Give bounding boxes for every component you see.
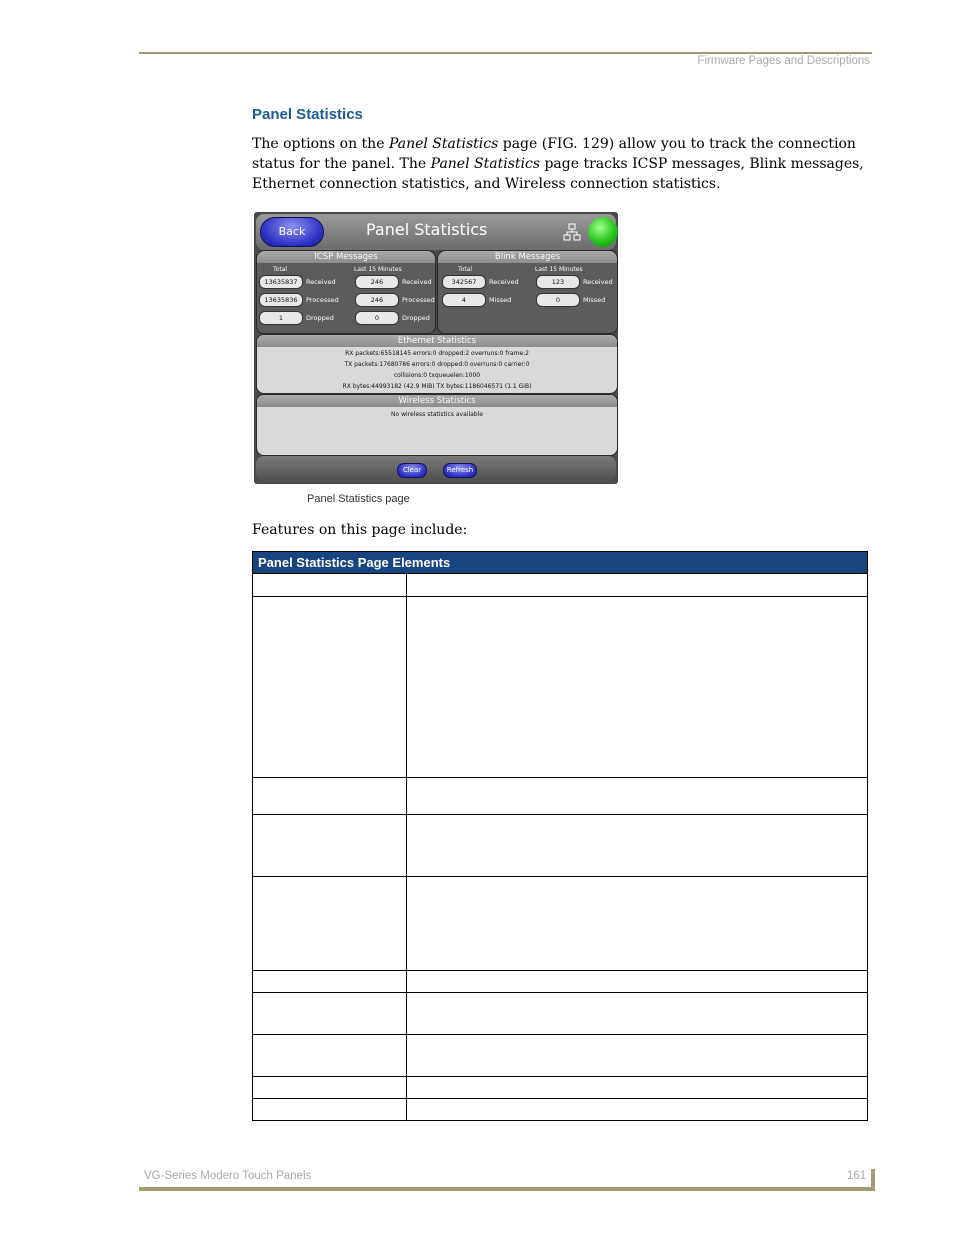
ethernet-rx-packets: RX packets:65518145 errors:0 dropped:2 overruns:0 frame:2 <box>345 350 529 357</box>
table-cell-label <box>253 971 407 992</box>
table-cell-label <box>253 877 407 970</box>
table-row <box>252 815 868 877</box>
table-row <box>252 877 868 971</box>
table-cell-label <box>253 993 407 1034</box>
features-intro: Features on this page include: <box>252 522 468 538</box>
icsp-dropped-last: 0 <box>355 311 399 325</box>
intro-text-3: page tracks ICSP messages, Blink messages, Ethernet connection statistics, and Wireless connection statistics. <box>252 156 864 192</box>
ethernet-statistics-header: Ethernet Statistics <box>257 335 617 347</box>
icsp-last-col: Last 15 Minutes <box>354 266 402 273</box>
table-row <box>252 1035 868 1077</box>
icsp-messages-box <box>256 250 436 334</box>
table-row <box>252 993 868 1035</box>
ethernet-collisions: collisions:0 txqueuelen:1000 <box>393 372 481 379</box>
icsp-total-col: Total <box>273 266 288 273</box>
blink-messages-box <box>437 250 618 334</box>
intro-text-1: The options on the <box>252 136 389 152</box>
table-cell-label <box>253 815 407 876</box>
table-cell-label <box>253 1099 407 1120</box>
running-head: Firmware Pages and Descriptions <box>697 55 870 67</box>
blink-missed-last: 0 <box>536 293 580 307</box>
network-icon <box>563 223 581 241</box>
footer-title: VG-Series Modero Touch Panels <box>144 1170 312 1182</box>
blink-missed-total: 4 <box>442 293 486 307</box>
table-row <box>252 1099 868 1121</box>
table-row <box>252 574 868 597</box>
header-rule <box>139 52 872 54</box>
table-title: Panel Statistics Page Elements <box>252 551 868 574</box>
blink-received-total: 342567 <box>442 275 486 289</box>
table-row <box>252 778 868 815</box>
intro-text-2: page (FIG. 129) allow you to track the connection status for the panel. The <box>252 136 856 172</box>
clear-button[interactable]: Clear <box>397 463 427 478</box>
table-cell-label <box>253 1077 407 1098</box>
blink-received-label-2: Received <box>583 278 613 286</box>
table-row <box>252 597 868 778</box>
ethernet-statistics-box <box>256 334 618 394</box>
table-row <box>252 1077 868 1099</box>
back-button[interactable]: Back <box>260 217 324 247</box>
ethernet-tx-packets: TX packets:17680786 errors:0 dropped:0 overruns:0 carrier:0 <box>344 361 530 368</box>
wireless-statistics-box <box>256 394 618 456</box>
table-cell-label <box>253 574 407 596</box>
blink-missed-label-1: Missed <box>489 296 512 304</box>
icsp-processed-last: 246 <box>355 293 399 307</box>
intro-paragraph <box>252 134 872 194</box>
footer-rule <box>139 1187 875 1191</box>
icsp-received-total: 13635837 <box>259 275 303 289</box>
intro-emphasis-2: Panel Statistics <box>430 156 541 172</box>
panel-title: Panel Statistics <box>366 220 488 239</box>
ethernet-bytes: RX bytes:44993182 (42.9 MiB) TX bytes:1186046571 (1.1 GiB) <box>342 383 532 390</box>
icsp-dropped-total: 1 <box>259 311 303 325</box>
blink-missed-label-2: Missed <box>583 296 606 304</box>
figure-caption: Panel Statistics page <box>307 493 410 505</box>
wireless-statistics-header: Wireless Statistics <box>257 395 617 407</box>
panel-statistics-screenshot <box>254 212 618 484</box>
connection-status-icon <box>588 217 618 247</box>
page-number: 161 <box>847 1170 867 1182</box>
table-cell-label <box>253 778 407 814</box>
icsp-dropped-label-2: Dropped <box>402 314 430 322</box>
icsp-dropped-label-1: Dropped <box>306 314 334 322</box>
icsp-processed-label-1: Processed <box>306 296 339 304</box>
blink-last-col: Last 15 Minutes <box>535 266 583 273</box>
icsp-processed-total: 13635836 <box>259 293 303 307</box>
refresh-button[interactable]: Refresh <box>443 463 477 478</box>
icsp-received-last: 246 <box>355 275 399 289</box>
table-cell-label <box>253 1035 407 1076</box>
icsp-messages-header: ICSP Messages <box>257 251 435 263</box>
icsp-processed-label-2: Processed <box>402 296 435 304</box>
panel-title-bar <box>256 214 616 250</box>
wireless-status-message: No wireless statistics available <box>391 411 483 418</box>
table-cell-label <box>253 597 407 777</box>
blink-messages-header: Blink Messages <box>438 251 617 263</box>
icsp-received-label-1: Received <box>306 278 336 286</box>
blink-total-col: Total <box>458 266 473 273</box>
blink-received-label-1: Received <box>489 278 519 286</box>
intro-emphasis-1: Panel Statistics <box>388 136 499 152</box>
blink-received-last: 123 <box>536 275 580 289</box>
table-row <box>252 971 868 993</box>
icsp-received-label-2: Received <box>402 278 432 286</box>
section-title: Panel Statistics <box>252 106 363 123</box>
panel-bottom-bar <box>256 456 616 482</box>
